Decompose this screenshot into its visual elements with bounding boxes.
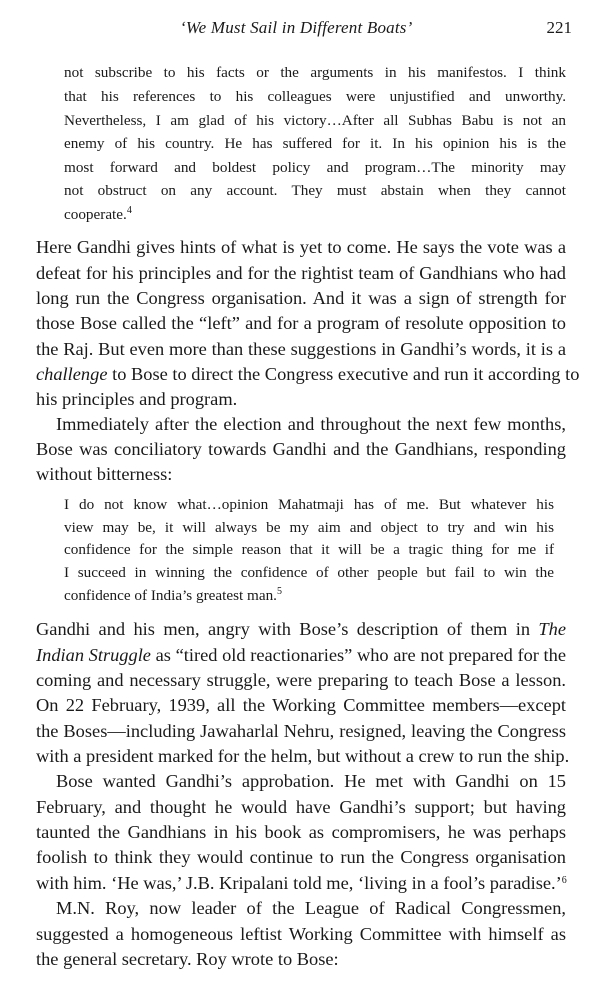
para-line: suggested a homogeneous leftist Working Committee with himself as <box>36 923 566 944</box>
quote-line-last <box>64 206 132 224</box>
quote-line: most forward and boldest policy and program…The minority may <box>64 158 566 176</box>
quote-line: Nevertheless, I am glad of his victory…After all Subhas Babu is not an <box>64 111 566 129</box>
para-line-text: to Bose to direct the Congress executive and run it according to <box>107 364 580 385</box>
para-line: foolish to think they would continue to run the Congress organisation <box>36 847 566 868</box>
quote-line: view may be, it will always be my aim and object to try and win his <box>64 518 554 536</box>
quote-line-text: confidence of India’s greatest man. <box>64 586 277 604</box>
italic-book-title: The <box>538 619 566 640</box>
footnote-ref: 4 <box>126 204 132 216</box>
quote-line: not subscribe to his facts or the arguments in his manifestos. I think <box>64 64 566 82</box>
para-line: On 22 February, 1939, all the Working Committee members—except <box>36 695 566 716</box>
para-line-with-italic <box>36 619 566 640</box>
para-line: February, and thought he would have Gandhi’s support; but having <box>36 796 566 817</box>
para-line-with-italic <box>36 364 580 385</box>
italic-emphasis: challenge <box>36 364 108 385</box>
para-line: long run the Congress organisation. And it was a sign of strength for <box>36 288 566 308</box>
para-line-last <box>36 873 567 894</box>
running-head <box>0 18 600 42</box>
para-line: the Boses—including Jawaharlal Nehru, resigned, leaving the Congress <box>36 720 566 741</box>
para-line: coming and necessary struggle, were preparing to teach Bose a lesson. <box>36 669 566 690</box>
para-line: the Raj. But even more than these suggestions in Gandhi’s words, it is a <box>36 338 566 359</box>
para-line: the general secretary. Roy wrote to Bose: <box>36 949 339 970</box>
para-line: Bose was conciliatory towards Gandhi and the Gandhians, responding <box>36 439 566 460</box>
running-title: ‘We Must Sail in Different Boats’ <box>180 18 413 37</box>
quote-line: confidence for the simple reason that it will be a tragic thing for me if <box>64 541 554 559</box>
para-line: M.N. Roy, now leader of the League of Radical Congressmen, <box>56 898 566 919</box>
para-line: Bose wanted Gandhi’s approbation. He met with Gandhi on 15 <box>56 771 566 792</box>
para-line: Immediately after the election and throughout the next few months, <box>56 413 566 434</box>
quote-line: enemy of his country. He has suffered for it. In his opinion his is the <box>64 135 566 153</box>
quote-line: that his references to his colleagues were unjustified and unworthy. <box>64 88 566 105</box>
para-line: his principles and program. <box>36 389 238 410</box>
quote-line-text: cooperate. <box>64 205 127 223</box>
para-line-text: Gandhi and his men, angry with Bose’s description of them in <box>36 619 539 640</box>
para-line-with-italic <box>36 645 566 666</box>
para-line: taunted the Gandhians in his book as compromisers, he was perhaps <box>36 821 566 842</box>
quote-line: I do not know what…opinion Mahatmaji has of me. But whatever his <box>64 496 554 514</box>
para-line: with a president marked for the helm, but without a crew to run the ship. <box>36 745 570 766</box>
italic-book-title: Indian Struggle <box>36 644 151 665</box>
para-line-text: as “tired old reactionaries” who are not prepared for the <box>150 644 566 665</box>
para-line: defeat for his principles and for the rightist team of Gandhians who had <box>36 262 566 283</box>
quote-line-last <box>64 587 282 605</box>
quote-line: not obstruct on any account. They must abstain when they cannot <box>64 182 566 200</box>
page-number: 221 <box>546 18 572 37</box>
footnote-ref: 5 <box>276 585 282 597</box>
footnote-ref: 6 <box>561 874 567 886</box>
para-line-text: with him. ‘He was,’ J.B. Kripalani told me, ‘living in a fool’s paradise.’ <box>36 872 562 893</box>
para-line: those Bose called the “left” and for a program of resolute opposition to <box>36 313 566 334</box>
para-line: Here Gandhi gives hints of what is yet to come. He says the vote was a <box>36 237 566 258</box>
para-line: without bitterness: <box>36 464 173 485</box>
quote-line: I succeed in winning the confidence of other people but fail to win the <box>64 564 554 582</box>
